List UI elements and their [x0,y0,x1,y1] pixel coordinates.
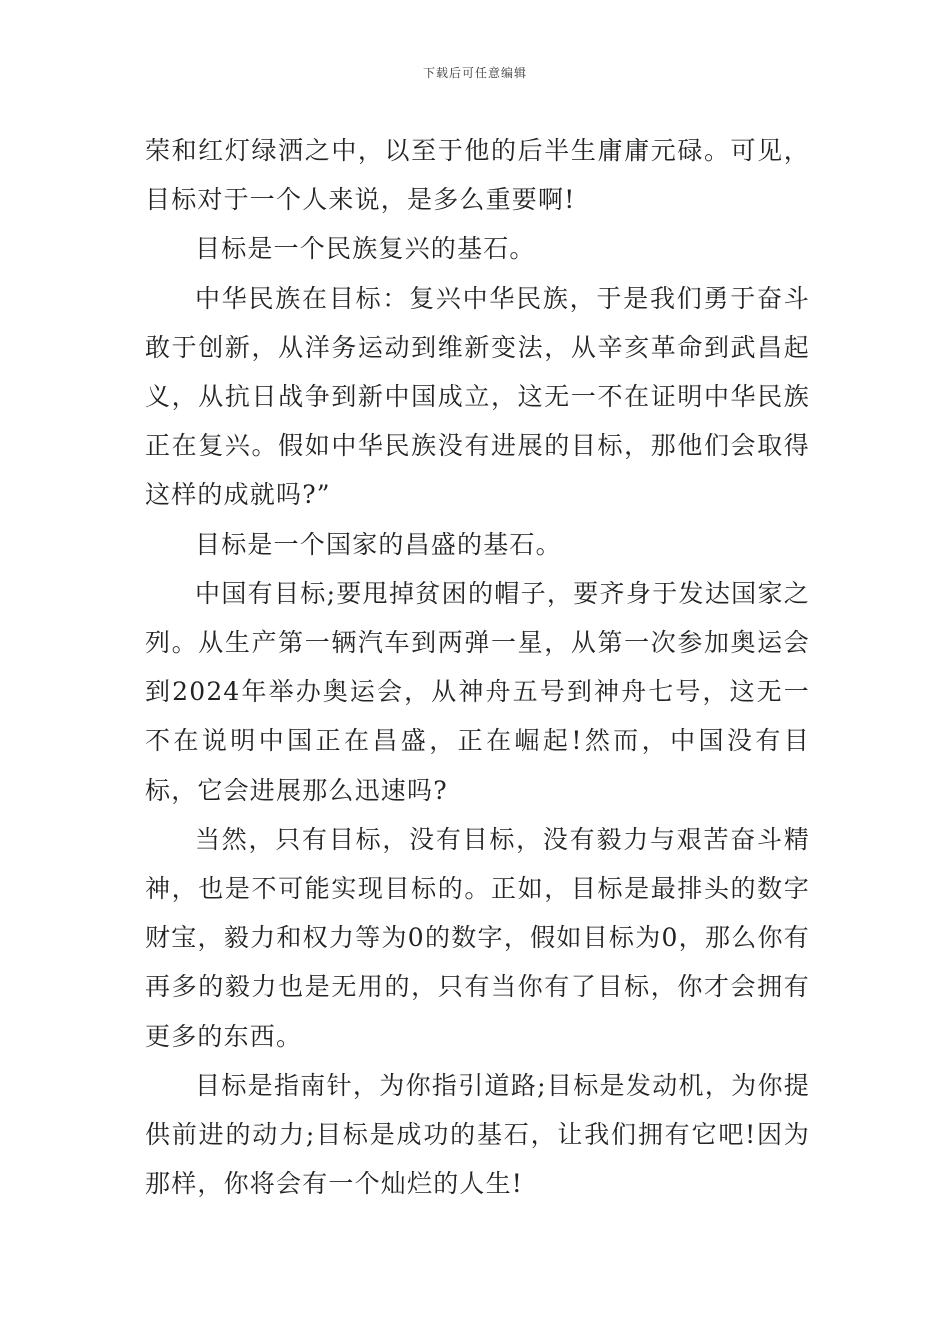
paragraph-2: 目标是一个民族复兴的基石。 [195,234,536,264]
paragraph-1: 荣和红灯绿洒之中，以至于他的后半生庸庸元碌。可见，目标对于一个人来说，是多么重要啊! [145,136,810,215]
paragraph-7: 目标是指南针，为你指引道路;目标是发动机，为你提供前进的动力;目标是成功的基石，让我们拥有它吧!因为那样，你将会有一个灿烂的人生! [145,1070,810,1199]
paragraph-3: 中华民族在目标：复兴中华民族，于是我们勇于奋斗敢于创新，从洋务运动到维新变法，从辛亥革命到武昌起义，从抗日战争到新中国成立，这无一不在证明中华民族正在复兴。假如中华民族没有进展的目标，那他们会取得这样的成就吗?” [145,283,810,510]
paragraph-6: 当然，只有目标，没有目标，没有毅力与艰苦奋斗精神，也是不可能实现目标的。正如，目标是最排头的数字财宝，毅力和权力等为0的数字，假如目标为0，那么你有再多的毅力也是无用的，只有当你有了目标，你才会拥有更多的东西。 [145,824,810,1051]
document-body [145,126,810,1208]
paragraph-5: 中国有目标;要甩掉贫困的帽子，要齐身于发达国家之列。从生产第一辆汽车到两弹一星，从第一次参加奥运会到2024年举办奥运会，从神舟五号到神舟七号，这无一不在说明中国正在昌盛，正在崛起!然而，中国没有目标，它会进展那么迅速吗? [145,578,810,805]
page-header: 下载后可任意编辑 [422,66,527,80]
paragraph-4: 目标是一个国家的昌盛的基石。 [195,529,562,559]
